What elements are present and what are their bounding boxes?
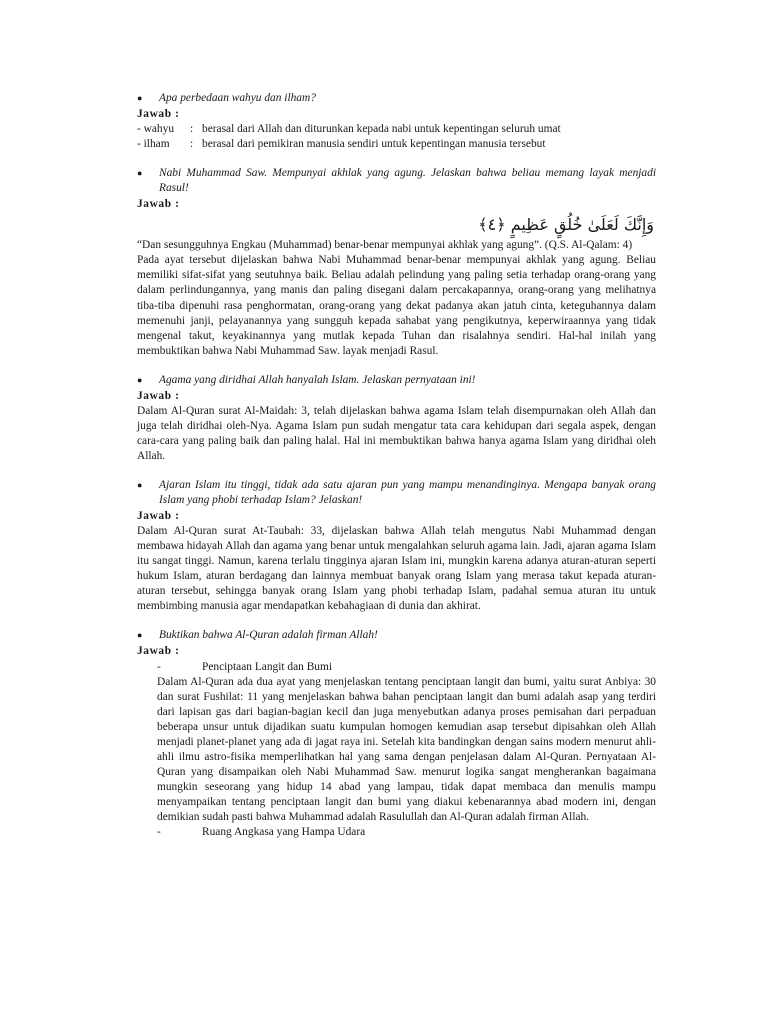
sub-point-text: Dalam Al-Quran ada dua ayat yang menjelaskan tentang penciptaan langit dan bumi, yaitu surat Anbiya: 30 dan surat Fushilat: 11 yang menjelaskan bahwa bahan penciptaan langit dan bumi adalah asap yang terdiri dari lapisan gas dari bagian-bagian kecil dan juga menyebutkan adanya proses pemisahan dari perpaduan beberapa unsur untuk dijadikan suatu kumpulan homogen kemudian asap tersebut dipisahkan oleh Allah menjadi planet-planet yang ada di jagat raya ini. Setelah kita bandingkan dengan sains modern menurut ahli-ahli ilmu astro-fisika memperlihatkan hal yang sama dengan penjelasan dalam Al-Quran. Pernyataan Al-Quran yang disampaikan oleh Nabi Muhammad Saw. menurut logika sangat mengherankan bagaimana mungkin seseorang yang hidup 14 abad yang lampau, tidak dapat membaca dan menulis mampu menyampaikan tentang penciptaan langit dan bumi yang diakui kebenarannya abad modern ini, dengan demikian sudah pasti bahwa Muhammad adalah Rasulullah dan Al-Quran adalah firman Allah. xyxy=(157,675,656,823)
question-5-text: Buktikan bahwa Al-Quran adalah firman Allah! xyxy=(159,629,378,642)
sub-point-heading xyxy=(157,660,656,675)
sub-point-title: Ruang Angkasa yang Hampa Udara xyxy=(202,826,366,839)
definition-row xyxy=(137,122,656,137)
sub-point-1 xyxy=(157,660,656,826)
question-1 xyxy=(137,91,656,106)
definition-desc: berasal dari pemikiran manusia sendiri untuk kepentingan manusia tersebut xyxy=(202,138,546,151)
definition-term: - wahyu xyxy=(137,123,175,136)
question-5 xyxy=(137,628,656,643)
question-3 xyxy=(137,373,656,388)
bullet-icon: ● xyxy=(137,374,143,385)
definition-row xyxy=(137,137,656,152)
answer-label: Jawab : xyxy=(137,510,180,523)
question-4-section xyxy=(137,478,656,614)
sub-point-2 xyxy=(157,825,656,840)
question-5-section xyxy=(137,628,656,840)
document-page xyxy=(137,91,656,854)
answer-3-text: Dalam Al-Quran surat Al-Maidah: 3, telah dijelaskan bahwa agama Islam telah disempurnakan oleh Allah dan juga telah diridhai oleh-Nya. Agama Islam pun sudah mengatur tata cara kehidupan dari segala aspek, dengan cara-cara yang paling baik dan paling halal. Hal ini membuktikan bahwa hanya agama Islam yang diridhai oleh Allah. xyxy=(137,404,656,462)
answer-2-text: Pada ayat tersebut dijelaskan bahwa Nabi Muhammad benar-benar mempunyai akhlak yang agung. Beliau memiliki sifat-sifat yang seutuhnya baik. Beliau adalah pelindung yang paling setia terhadap orang-orang yang dalam perlindungannya, yang manis dan paling disegani dalam percakapannya, orang-orang yang melihatnya tiba-tiba dipenuhi rasa penghormatan, orang-orang yang dekat padanya akan jatuh cinta, keteguhannya dalam memenuhi janji, pelayanannya yang sungguh kepada sahabat yang pengikutnya, keperwiraannya yang tidak mengenal takut, keyakinannya yang mutlak kepada Tuhan dan risalahnya sendiri. Hal-hal inilah yang membuktikan bahwa Nabi Muhammad Saw. layak menjadi Rasul. xyxy=(137,254,656,357)
dash-marker: - xyxy=(157,660,161,673)
dash-marker: - xyxy=(157,826,161,839)
question-1-section xyxy=(137,91,656,152)
question-1-text: Apa perbedaan wahyu dan ilham? xyxy=(159,92,316,104)
bullet-icon: ● xyxy=(137,479,143,490)
bullet-icon: ● xyxy=(137,630,143,641)
answer-label: Jawab : xyxy=(137,645,180,658)
question-2-text: Nabi Muhammad Saw. Mempunyai akhlak yang agung. Jelaskan bahwa beliau memang layak menjadi Rasul! xyxy=(159,167,656,195)
question-4 xyxy=(137,478,656,508)
bullet-icon: ● xyxy=(137,168,143,179)
verse-translation: “Dan sesungguhnya Engkau (Muhammad) benar-benar mempunyai akhlak yang agung”. (Q.S. Al-Qalam: 4) xyxy=(137,239,633,252)
sub-point-heading xyxy=(157,825,656,840)
question-3-text: Agama yang diridhai Allah hanyalah Islam. Jelaskan pernyataan ini! xyxy=(159,373,476,386)
question-2 xyxy=(137,166,656,196)
question-4-text: Ajaran Islam itu tinggi, tidak ada satu ajaran pun yang mampu menandinginya. Mengapa banyak orang Islam yang phobi terhadap Islam? Jelaskan! xyxy=(159,478,656,507)
answer-4-text: Dalam Al-Quran surat At-Taubah: 33, dijelaskan bahwa Allah telah mengutus Nabi Muhammad dengan membawa hidayah Allah dan agama yang benar untuk mengalahkan seluruh agama lain. Jadi, ajaran agama Islam itu sangat tinggi. Namun, karena terlalu tingginya ajaran Islam ini, mungkin karena adanya aturan-aturan seperti hukum Islam, aturan berdagang dan lainnya membuat banyak orang Islam yang merasa takut kepada aturan-aturan tersebut, sehingga banyak orang Islam yang phobi terhadap Islam, padahal semua aturan itu untuk membimbing manusia agar mendapatkan kebahagiaan di dunia dan akhirat. xyxy=(137,525,656,613)
question-3-section xyxy=(137,373,656,464)
answer-label: Jawab : xyxy=(137,198,180,211)
question-2-section xyxy=(137,166,656,359)
definition-term: - ilham xyxy=(137,138,170,151)
bullet-icon: ● xyxy=(137,93,143,103)
answer-label: Jawab : xyxy=(137,389,180,402)
definition-colon: : xyxy=(190,138,194,151)
arabic-verse: وَإِنَّكَ لَعَلَىٰ خُلُقٍ عَظِيمٍ ﴿٤﴾ xyxy=(478,215,654,235)
answer-label: Jawab : xyxy=(137,108,180,121)
definition-colon: : xyxy=(190,123,194,136)
sub-point-title: Penciptaan Langit dan Bumi xyxy=(202,660,333,673)
definition-desc: berasal dari Allah dan diturunkan kepada nabi untuk kepentingan seluruh umat xyxy=(202,123,561,136)
